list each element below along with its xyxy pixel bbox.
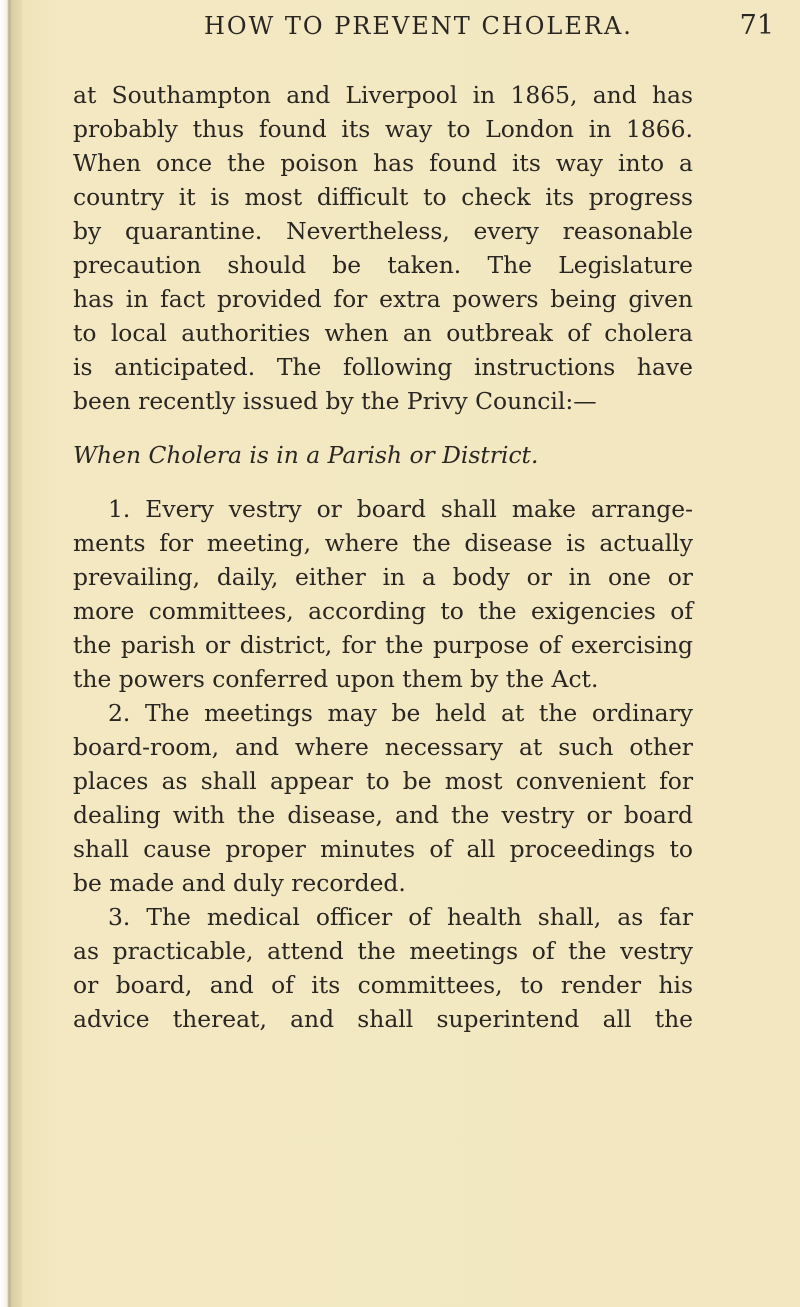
text-line: be made and duly recorded. (73, 869, 406, 897)
page-header (204, 6, 774, 46)
text-line: 3. The medical officer of health shall, as far (108, 903, 693, 931)
text-line: probably thus found its way to London in 1866. (73, 115, 693, 143)
text-line: is anticipated. The following instructions have (73, 353, 693, 381)
text-line: country it is most difficult to check its progress (73, 183, 693, 211)
text-line: 2. The meetings may be held at the ordinary (108, 699, 693, 727)
text-line: by quarantine. Nevertheless, every reasonable (73, 217, 693, 245)
text-line: 1. Every vestry or board shall make arrange- (108, 495, 693, 523)
text-line: has in fact provided for extra powers being given (73, 285, 693, 313)
running-head: HOW TO PREVENT CHOLERA. (204, 12, 633, 40)
text-line: been recently issued by the Privy Council:— (73, 387, 597, 415)
text-line: more committees, according to the exigencies of (73, 597, 693, 625)
text-line: places as shall appear to be most convenient for (73, 767, 693, 795)
text-line: at Southampton and Liverpool in 1865, and has (73, 81, 693, 109)
text-line: the powers conferred upon them by the Act. (73, 665, 599, 693)
text-line: the parish or district, for the purpose of exercising (73, 631, 693, 659)
page-number: 71 (739, 10, 774, 41)
text-line: dealing with the disease, and the vestry or board (73, 801, 693, 829)
text-line: advice thereat, and shall superintend all the (73, 1005, 693, 1033)
text-line: ments for meeting, where the disease is actually (73, 529, 693, 557)
text-line: or board, and of its committees, to render his (73, 971, 693, 999)
section-heading: When Cholera is in a Parish or District. (73, 441, 539, 469)
text-line: shall cause proper minutes of all proceedings to (73, 835, 693, 863)
text-line: When once the poison has found its way into a (73, 149, 693, 177)
text-line: board-room, and where necessary at such other (73, 733, 693, 761)
text-line: as practicable, attend the meetings of the vestry (73, 937, 693, 965)
text-line: to local authorities when an outbreak of cholera (73, 319, 693, 347)
text-line: precaution should be taken. The Legislature (73, 251, 693, 279)
text-line: prevailing, daily, either in a body or in one or (73, 563, 693, 591)
page-gutter (0, 0, 22, 1307)
